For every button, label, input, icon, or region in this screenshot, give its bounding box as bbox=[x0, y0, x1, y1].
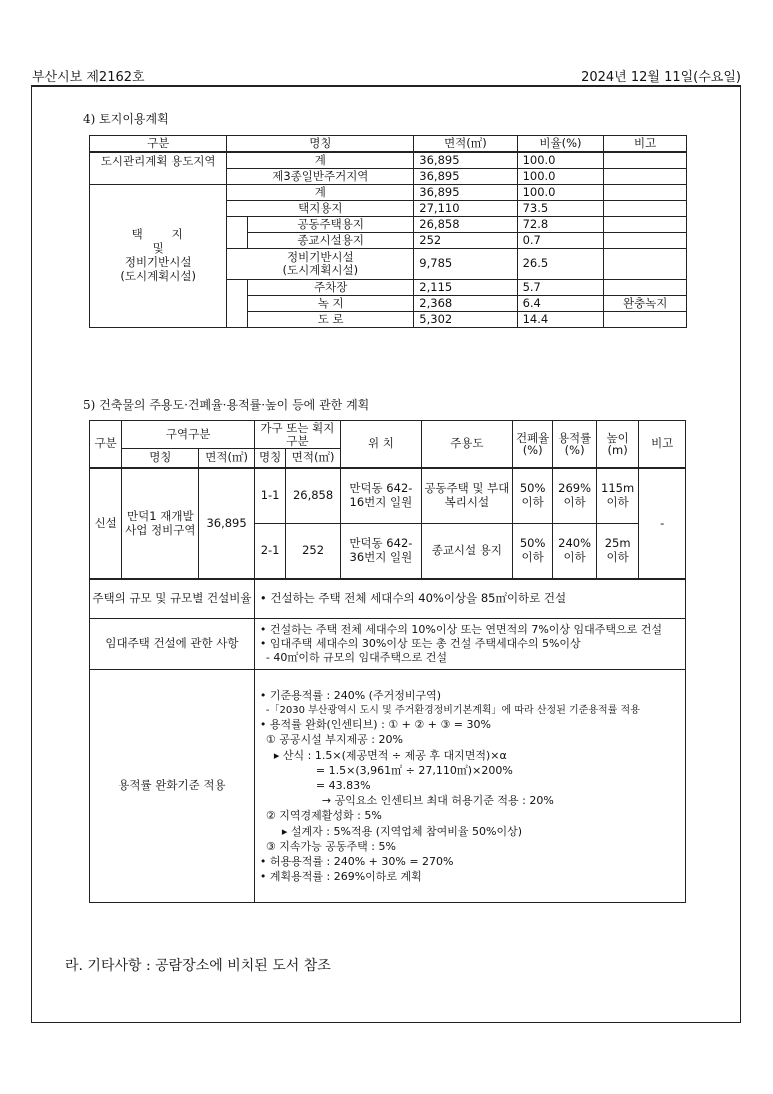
cell-ratio: 100.0 bbox=[517, 185, 604, 201]
cell-zone-name: 만덕1 재개발사업 정비구역 bbox=[122, 468, 199, 579]
cell-name: 종교시설용지 bbox=[248, 233, 414, 249]
text-line: • 계획용적률 : 269%이하로 계획 bbox=[259, 870, 422, 884]
rental-text bbox=[254, 619, 685, 670]
cell-note bbox=[604, 280, 687, 296]
section-4-title: 4) 토지이용계획 bbox=[83, 112, 169, 126]
col-header: 높이 (m) bbox=[596, 421, 638, 469]
cell-area: 36,895 bbox=[414, 152, 517, 169]
cell-ratio: 5.7 bbox=[517, 280, 604, 296]
building-plan-table bbox=[89, 420, 686, 903]
cell-note bbox=[604, 312, 687, 328]
col-header: 가구 또는 획지 구분 bbox=[254, 421, 340, 449]
other-matters: 라. 기타사항 : 공람장소에 비치된 도서 참조 bbox=[65, 958, 331, 974]
cell-ratio: 100.0 bbox=[517, 169, 604, 185]
text-line: = 1.5×(3,961㎡ ÷ 27,110㎡)×200% bbox=[315, 763, 513, 777]
cell-name: 정비기반시설 (도시계획시설) bbox=[227, 249, 414, 280]
cell-block: 2-1 bbox=[254, 524, 285, 580]
cell-use: 공동주택 및 부대복리시설 bbox=[421, 468, 512, 524]
cell-block: 1-1 bbox=[254, 468, 285, 524]
col-header: 명칭 bbox=[122, 449, 199, 469]
col-header: 구분 bbox=[90, 136, 227, 153]
cell-area: 26,858 bbox=[414, 217, 517, 233]
text-line: • 건설하는 주택 전체 세대수의 10%이상 또는 연면적의 7%이상 임대주택으로 건설 bbox=[259, 622, 663, 636]
land-label bbox=[90, 185, 227, 328]
text-line: • 용적률 완화(인센티브) : ① + ② + ③ = 30% bbox=[259, 718, 491, 732]
cell-name: 도 로 bbox=[248, 312, 414, 328]
zone-label: 도시관리계획 용도지역 bbox=[90, 152, 227, 185]
table-row bbox=[90, 468, 686, 524]
far-label: 용적률 완화기준 적용 bbox=[90, 670, 255, 903]
scale-label: 주택의 규모 및 규모별 건설비율 bbox=[90, 579, 255, 619]
cell-note bbox=[604, 249, 687, 280]
cell-ratio: 14.4 bbox=[517, 312, 604, 328]
cell-location: 만덕동 642-36번지 일원 bbox=[340, 524, 421, 580]
cell-ratio: 100.0 bbox=[517, 152, 604, 169]
col-header: 명칭 bbox=[227, 136, 414, 153]
text-line: ▸ 설계자 : 5%적용 (지역업체 참여비율 50%이상) bbox=[281, 824, 522, 838]
land-label-line: (도시계획시설) bbox=[120, 268, 196, 283]
cell-note bbox=[604, 169, 687, 185]
table-row bbox=[90, 152, 687, 169]
col-header: 용적률 (%) bbox=[553, 421, 597, 469]
gazette-issue: 부산시보 제2162호 bbox=[32, 70, 145, 85]
cell-bcr: 50% 이하 bbox=[512, 524, 552, 580]
cell-area: 27,110 bbox=[414, 201, 517, 217]
scale-text: • 건설하는 주택 전체 세대수의 40%이상을 85㎡이하로 건설 bbox=[254, 579, 685, 619]
cell-area: 5,302 bbox=[414, 312, 517, 328]
col-header: 명칭 bbox=[254, 449, 285, 469]
text-line: ▸ 산식 : 1.5×(제공면적 ÷ 제공 후 대지면적)×α bbox=[273, 748, 507, 762]
text-line: = 43.83% bbox=[315, 779, 371, 792]
text-line: • 기준용적률 : 240% (주거정비구역) bbox=[259, 689, 442, 703]
text-line: ③ 지속가능 공동주택 : 5% bbox=[265, 839, 396, 853]
cell-height: 25m 이하 bbox=[596, 524, 638, 580]
cell-note: - bbox=[639, 468, 686, 579]
cell-ratio: 0.7 bbox=[517, 233, 604, 249]
cell-height: 115m 이하 bbox=[596, 468, 638, 524]
cell-note bbox=[604, 152, 687, 169]
cell-area: 36,895 bbox=[414, 185, 517, 201]
text-line: • 허용용적률 : 240% + 30% = 270% bbox=[259, 854, 454, 868]
table-row bbox=[90, 185, 687, 201]
cell-use: 종교시설 용지 bbox=[421, 524, 512, 580]
far-text bbox=[254, 670, 685, 903]
cell-name: 택지용지 bbox=[227, 201, 414, 217]
gazette-date: 2024년 12월 11일(수요일) bbox=[581, 70, 741, 85]
cell-ratio: 73.5 bbox=[517, 201, 604, 217]
indent-cell bbox=[227, 280, 248, 328]
table-header-row bbox=[90, 421, 686, 449]
col-header: 건폐율 (%) bbox=[512, 421, 552, 469]
cell-note bbox=[604, 201, 687, 217]
cell-name: 제3종일반주거지역 bbox=[227, 169, 414, 185]
land-label-line: 및 bbox=[152, 241, 164, 256]
col-header: 위 치 bbox=[340, 421, 421, 469]
cell-area: 252 bbox=[286, 524, 341, 580]
land-use-table bbox=[89, 135, 687, 328]
text-line: ① 공공시설 부지제공 : 20% bbox=[265, 733, 403, 747]
cell-area: 2,115 bbox=[414, 280, 517, 296]
text-line: • 임대주택 세대수의 30%이상 또는 총 건설 주택세대수의 5%이상 bbox=[259, 637, 581, 651]
col-header: 면적(㎡) bbox=[199, 449, 255, 469]
cell-type: 신설 bbox=[90, 468, 122, 579]
cell-area: 9,785 bbox=[414, 249, 517, 280]
table-row bbox=[90, 670, 686, 903]
cell-area: 252 bbox=[414, 233, 517, 249]
cell-name: 공동주택용지 bbox=[248, 217, 414, 233]
col-header: 면적(㎡) bbox=[414, 136, 517, 153]
cell-zone-area: 36,895 bbox=[199, 468, 255, 579]
col-header: 비율(%) bbox=[517, 136, 604, 153]
cell-far: 240% 이하 bbox=[553, 524, 597, 580]
table-header-row bbox=[90, 136, 687, 153]
col-header: 구분 bbox=[90, 421, 122, 469]
cell-ratio: 6.4 bbox=[517, 296, 604, 312]
text-line: -「2030 부산광역시 도시 및 주거환경정비기본계획」에 따라 산정된 기준용적률 적용 bbox=[265, 704, 640, 716]
text-line: - 40㎡이하 규모의 임대주택으로 건설 bbox=[265, 651, 447, 665]
cell-far: 269% 이하 bbox=[553, 468, 597, 524]
col-header: 주용도 bbox=[421, 421, 512, 469]
land-label-line: 택 지 bbox=[131, 227, 185, 242]
cell-bcr: 50% 이하 bbox=[512, 468, 552, 524]
section-5-title: 5) 건축물의 주용도·건폐율·용적률·높이 등에 관한 계획 bbox=[83, 398, 370, 412]
text-line: → 공익요소 인센티브 최대 허용기준 적용 : 20% bbox=[321, 794, 554, 808]
cell-note bbox=[604, 217, 687, 233]
cell-area: 2,368 bbox=[414, 296, 517, 312]
cell-note: 완충녹지 bbox=[604, 296, 687, 312]
cell-ratio: 26.5 bbox=[517, 249, 604, 280]
col-header: 비고 bbox=[604, 136, 687, 153]
cell-note bbox=[604, 233, 687, 249]
table-row bbox=[90, 619, 686, 670]
cell-name: 계 bbox=[227, 152, 414, 169]
rental-label: 임대주택 건설에 관한 사항 bbox=[90, 619, 255, 670]
cell-note bbox=[604, 185, 687, 201]
cell-name: 녹 지 bbox=[248, 296, 414, 312]
col-header: 비고 bbox=[639, 421, 686, 469]
cell-ratio: 72.8 bbox=[517, 217, 604, 233]
cell-area: 26,858 bbox=[286, 468, 341, 524]
col-header: 면적(㎡) bbox=[286, 449, 341, 469]
text-line: ② 지역경제활성화 : 5% bbox=[265, 809, 382, 823]
cell-name: 주차장 bbox=[248, 280, 414, 296]
cell-name: 계 bbox=[227, 185, 414, 201]
indent-cell bbox=[227, 217, 248, 249]
cell-area: 36,895 bbox=[414, 169, 517, 185]
table-row bbox=[90, 579, 686, 619]
col-header: 구역구분 bbox=[122, 421, 255, 449]
land-label-line: 정비기반시설 bbox=[124, 255, 192, 269]
cell-location: 만덕동 642-16번지 일원 bbox=[340, 468, 421, 524]
